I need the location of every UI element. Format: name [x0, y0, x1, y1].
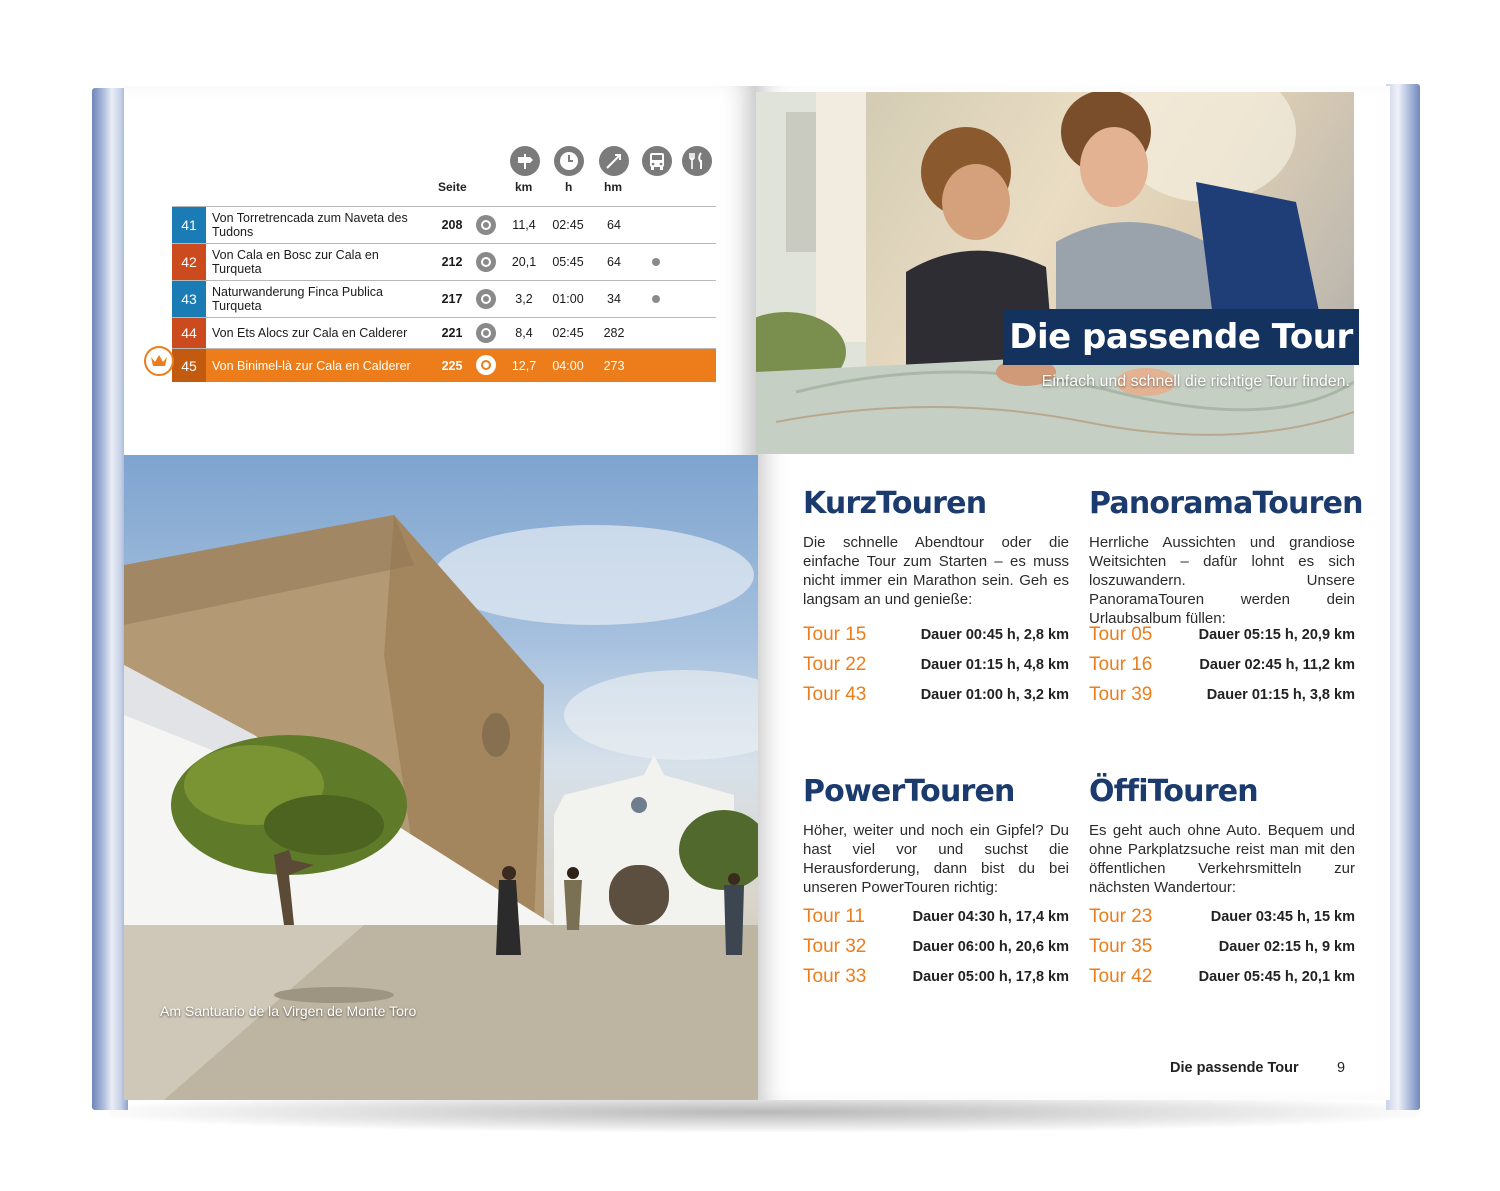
table-row[interactable] — [172, 281, 716, 318]
tour-duration: Dauer 03:45 h, 15 km — [1210, 909, 1355, 925]
tour-name: Von Binimel-là zur Cala en Calderer — [212, 358, 411, 373]
tour-duration: Dauer 02:15 h, 9 km — [1218, 939, 1355, 955]
category-title: PanoramaTouren — [1089, 486, 1363, 521]
tour-label: Tour 33 — [803, 966, 867, 987]
tour-table — [172, 206, 716, 382]
tour-duration: Dauer 00:45 h, 2,8 km — [920, 627, 1069, 643]
tour-hours: 01:00 — [552, 292, 584, 306]
tour-duration: Dauer 01:00 h, 3,2 km — [920, 687, 1069, 703]
category-kurztouren — [803, 486, 1069, 609]
tour-entry[interactable] — [803, 654, 1069, 676]
tour-name: Naturwanderung Finca Publica Turqueta — [212, 285, 383, 313]
book-cover-edge-right — [1386, 84, 1420, 1110]
tour-hm: 64 — [607, 255, 621, 269]
tour-hours: 02:45 — [552, 218, 584, 232]
bus-available-dot — [652, 258, 660, 266]
tour-km: 11,4 — [512, 218, 536, 232]
tour-page: 221 — [441, 326, 463, 340]
table-row[interactable] — [172, 318, 716, 349]
tour-km: 20,1 — [511, 255, 537, 269]
tour-entry[interactable] — [1089, 624, 1355, 646]
tour-label: Tour 43 — [803, 684, 867, 705]
tour-label: Tour 42 — [1089, 966, 1153, 987]
tour-label: Tour 11 — [803, 906, 865, 927]
tour-duration: Dauer 04:30 h, 17,4 km — [912, 909, 1069, 925]
category-oeffitouren — [1089, 774, 1355, 897]
category-panoramatouren — [1089, 486, 1363, 628]
tour-entry[interactable] — [803, 936, 1069, 958]
page-title: Die passende Tour — [1003, 309, 1359, 365]
tour-duration: Dauer 01:15 h, 4,8 km — [920, 657, 1069, 673]
category-description: Die schnelle Abendtour oder die einfache Tour zum Starten – es muss nicht immer ein Marathon sein. Geh es langsam an und genieße: — [803, 534, 1069, 608]
tour-hm: 34 — [607, 292, 621, 306]
tour-entry[interactable] — [803, 966, 1069, 988]
tour-duration: Dauer 05:15 h, 20,9 km — [1198, 627, 1355, 643]
tour-name: Von Cala en Bosc zur Cala en Turqueta — [212, 248, 379, 276]
tour-entry[interactable] — [1089, 654, 1355, 676]
tour-duration: Dauer 05:45 h, 20,1 km — [1198, 969, 1355, 985]
clock-icon — [554, 146, 584, 176]
tour-number: 45 — [172, 349, 206, 382]
page-number: 9 — [1337, 1060, 1346, 1076]
column-header-h: h — [565, 180, 573, 194]
tour-km: 8,4 — [515, 326, 533, 340]
category-title: KurzTouren — [803, 486, 987, 521]
tour-hours: 04:00 — [552, 358, 584, 373]
difficulty-icon — [476, 252, 496, 272]
cutlery-icon — [682, 146, 712, 176]
page-subtitle: Einfach und schnell die richtige Tour finden. — [1041, 373, 1350, 390]
tour-entry[interactable] — [1089, 906, 1355, 928]
tour-entry[interactable] — [1089, 936, 1355, 958]
tour-page: 225 — [441, 358, 463, 373]
column-header-hm: hm — [604, 180, 622, 194]
difficulty-icon — [476, 289, 496, 309]
tour-entry[interactable] — [1089, 684, 1355, 706]
tour-duration: Dauer 01:15 h, 3,8 km — [1206, 687, 1355, 703]
signpost-icon — [510, 146, 540, 176]
tour-entry[interactable] — [803, 684, 1069, 706]
tour-page: 217 — [441, 292, 463, 306]
category-title: PowerTouren — [803, 774, 1015, 809]
table-row-highlighted[interactable] — [172, 349, 716, 382]
tour-entry[interactable] — [803, 906, 1069, 928]
tour-entry[interactable] — [1089, 966, 1355, 988]
tour-km: 3,2 — [515, 292, 533, 306]
tour-duration: Dauer 02:45 h, 11,2 km — [1199, 657, 1355, 673]
photo-hikers-map — [756, 92, 1354, 454]
bus-available-dot — [652, 295, 660, 303]
tour-label: Tour 35 — [1089, 936, 1153, 957]
column-header-km: km — [515, 180, 533, 194]
tour-hm: 282 — [603, 326, 625, 340]
tour-number: 41 — [172, 207, 206, 243]
tour-number: 44 — [172, 318, 206, 348]
table-row[interactable] — [172, 206, 716, 244]
tour-hm: 64 — [607, 218, 621, 232]
tour-page: 212 — [441, 255, 463, 269]
difficulty-icon — [476, 323, 496, 343]
ascent-icon — [599, 146, 629, 176]
table-row[interactable] — [172, 244, 716, 281]
tour-hm: 273 — [603, 358, 625, 373]
tour-label: Tour 23 — [1089, 906, 1153, 927]
running-footer-title: Die passende Tour — [1170, 1060, 1299, 1076]
crown-icon — [144, 346, 174, 376]
column-header-seite: Seite — [438, 180, 467, 194]
tour-entry[interactable] — [803, 624, 1069, 646]
tour-name: Von Ets Alocs zur Cala en Calderer — [212, 326, 408, 340]
difficulty-icon — [476, 215, 496, 235]
bus-icon — [642, 146, 672, 176]
photo-caption: Am Santuario de la Virgen de Monte Toro — [160, 1003, 417, 1019]
tour-label: Tour 32 — [803, 936, 867, 957]
tour-duration: Dauer 06:00 h, 20,6 km — [912, 939, 1069, 955]
difficulty-icon — [476, 355, 496, 375]
tour-label: Tour 16 — [1089, 654, 1153, 675]
tour-label: Tour 39 — [1089, 684, 1153, 705]
tour-page: 208 — [441, 218, 463, 232]
tour-duration: Dauer 05:00 h, 17,8 km — [912, 969, 1069, 985]
tour-km: 12,7 — [511, 358, 537, 373]
category-description: Es geht auch ohne Auto. Bequem und ohne Parkplatzsuche reist man mit den öffentlichen Verkehrsmitteln zur nächsten Wandertour: — [1089, 822, 1355, 896]
tour-hours: 05:45 — [552, 255, 584, 269]
book-cover-edge-left — [92, 88, 128, 1110]
category-description: Höher, weiter und noch ein Gipfel? Du hast viel vor und suchst die Herausforderung, dann bist du bei unseren PowerTouren richtig: — [803, 822, 1069, 896]
tour-name: Von Torretrencada zum Naveta des Tudons — [212, 211, 408, 239]
category-title: ÖffiTouren — [1089, 774, 1258, 809]
tour-label: Tour 05 — [1089, 624, 1153, 645]
tour-hours: 02:45 — [552, 326, 584, 340]
tour-label: Tour 15 — [803, 624, 867, 645]
tour-number: 43 — [172, 281, 206, 317]
tour-label: Tour 22 — [803, 654, 867, 675]
category-description: Herrliche Aussichten und grandiose Weitsichten – dafür lohnt es sich loszuwandern. Unsere PanoramaTouren werden dein Urlaubsalbum füllen: — [1089, 534, 1355, 627]
category-powertouren — [803, 774, 1069, 897]
tour-number: 42 — [172, 244, 206, 280]
